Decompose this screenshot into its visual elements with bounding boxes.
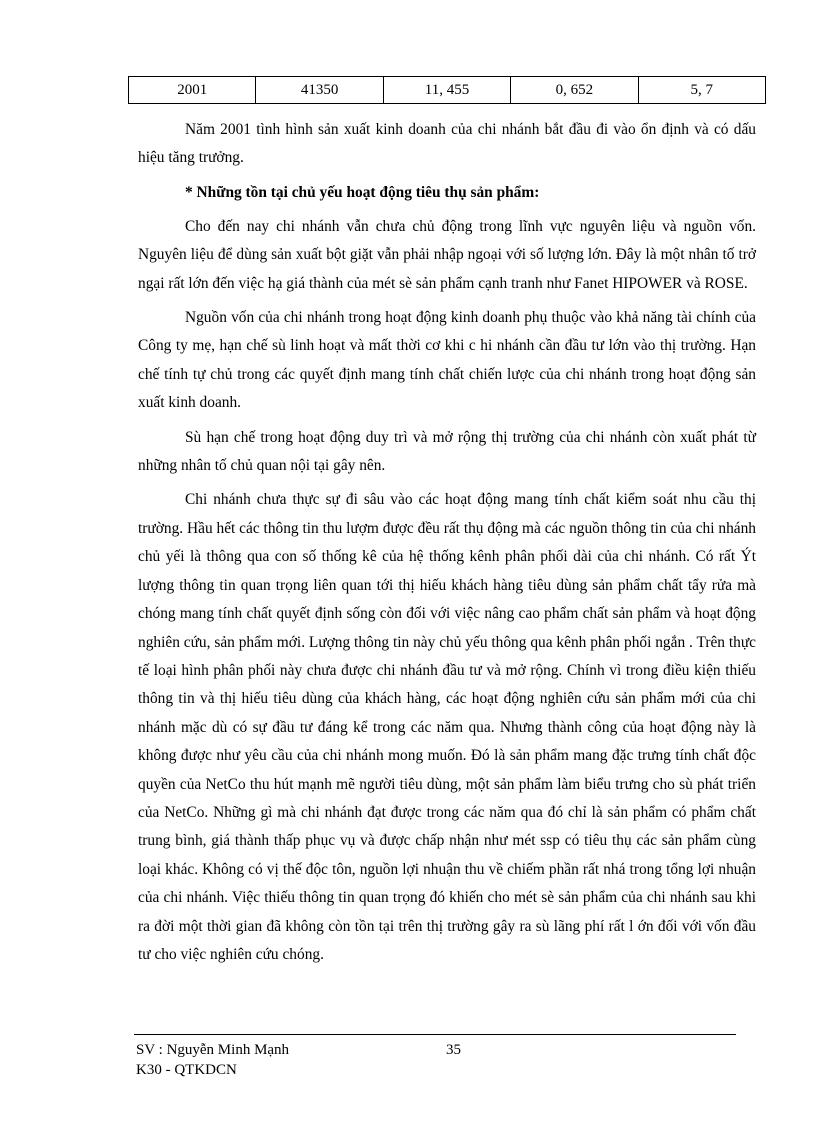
table-cell-year: 2001 <box>129 77 256 104</box>
data-table <box>128 76 766 104</box>
paragraph: Sù hạn chế trong hoạt động duy trì và mở rộng thị trường của chi nhánh còn xuất phát từ những nhân tố chủ quan nội tại gây nên. <box>138 428 756 475</box>
table-row <box>129 77 766 104</box>
paragraph: Chi nhánh chưa thực sự đi sâu vào các hoạt động mang tính chất kiểm soát nhu cầu thị trường. Hầu hết các thông tin thu lượm được đều rất thụ động mà các nguồn thông tin của chi nhánh chủ yếi là thông qua con số thống kê của hệ thống kênh phân phối dài của chi nhánh. Có rất Ýt lượng thông tin quan trọng liên quan tới thị hiếu khách hàng tiêu dùng sản phẩm chất tẩy rửa mà chóng mang tính chất quyết định sống còn đối với việc nâng cao phẩm chất sản phẩm và hoạt động nghiên cứu, sản phẩm mới. Lượng thông tin này chủ yếu thông qua kênh phân phối ngắn . Trên thực tế loại hình phân phối này chưa được chi nhánh đầu tư và mở rộng. Chính vì trong điều kiện thiếu thông tin và thị hiếu tiêu dùng của khách hàng, các hoạt động nghiên cứu sản phẩm mới của chi nhánh mặc dù có sự đầu tư đáng kể trong các năm qua. Nhưng thành công của hoạt động này là không được như yêu cầu của chi nhánh mong muốn. Đó là sản phẩm mang đặc trưng tính chất độc quyền của NetCo thu hút mạnh mẽ người tiêu dùng, một sản phẩm làm biểu trưng cho sù phát triển của NetCo. Những gì mà chi nhánh đạt được trong các năm qua đó chỉ là sản phẩm có phẩm chất trung bình, giá thành thấp phục vụ và được chấp nhận như mét ssp có tiêu thụ các sản phẩm cùng loại khác. Không có vị thế độc tôn, nguồn lợi nhuận thu về chiếm phần rất nhá trong tổng lợi nhuận của chi nhánh. Việc thiếu thông tin quan trọng đó khiến cho mét sè sản phẩm của chi nhánh sau khi ra đời một thời gian đã không còn tồn tại trên thị trường gây ra sù lãng phí rất l ớn đối với vốn đầu tư cho việc nghiên cứu chóng. <box>138 491 756 963</box>
table-cell-value-1: 41350 <box>256 77 383 104</box>
data-table-container <box>128 76 766 104</box>
paragraph: Nguồn vốn của chi nhánh trong hoạt động kinh doanh phụ thuộc vào khả năng tài chính của Công ty mẹ, hạn chế sù linh hoạt và mất thời cơ khi c hi nhánh cần đầu tư lớn vào thị trường. Hạn chế tính tự chủ trong các quyết định mang tính chất chiến lược của chi nhánh trong hoạt động sản xuất kinh doanh. <box>138 309 756 412</box>
paragraph: Cho đến nay chi nhánh vẫn chưa chủ động trong lĩnh vực nguyên liệu và nguồn vốn. Nguyên liệu để dùng sản xuất bột giặt vẫn phải nhập ngoại với số lượng lớn. Đây là một nhân tố trở ngại rất lớn đến việc hạ giá thành của mét sè sản phẩm cạnh tranh như Fanet HIPOWER và ROSE. <box>138 217 756 292</box>
page-number: 35 <box>446 1042 461 1058</box>
table-cell-value-3: 0, 652 <box>511 77 638 104</box>
footer-class: K30 - QTKDCN <box>136 1062 237 1078</box>
paragraph: Năm 2001 tình hình sản xuất kinh doanh của chi nhánh bắt đầu đi vào ổn định và có dấu hiệu tăng trưởng. <box>138 121 756 167</box>
footer-divider <box>134 1034 736 1035</box>
table-cell-value-4: 5, 7 <box>638 77 765 104</box>
footer-student-name: SV : Nguyễn Minh Mạnh <box>136 1042 290 1058</box>
footer-author <box>136 1040 289 1080</box>
document-body <box>138 116 756 975</box>
section-heading: * Những tồn tại chủ yếu hoạt động tiêu thụ sản phẩm: <box>185 183 540 201</box>
table-cell-value-2: 11, 455 <box>383 77 510 104</box>
